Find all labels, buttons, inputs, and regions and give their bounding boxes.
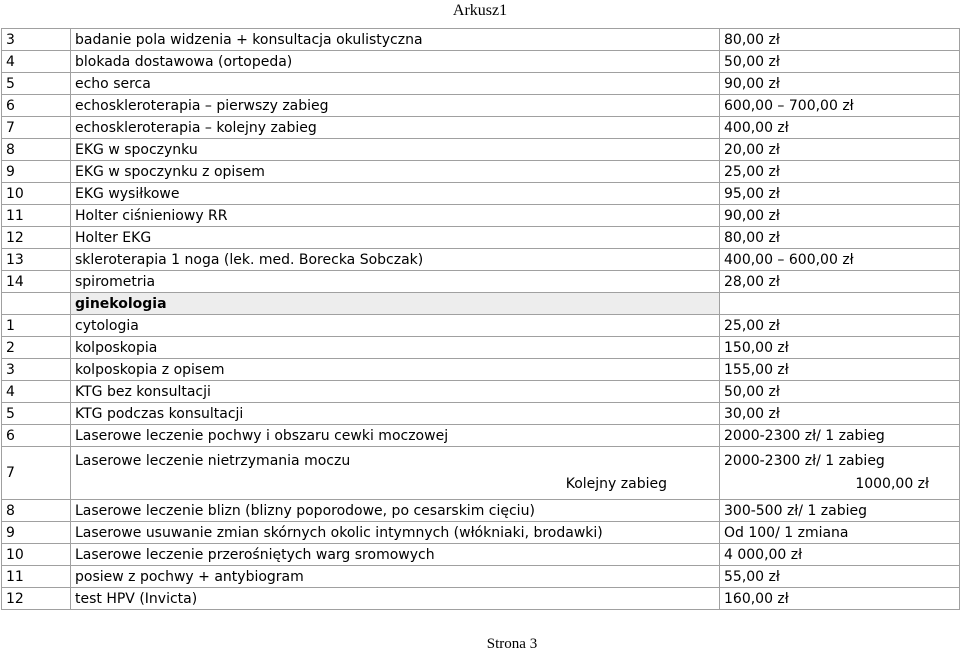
service-price: 90,00 zł: [720, 205, 960, 227]
service-name: Holter ciśnieniowy RR: [71, 205, 720, 227]
row-number: 8: [2, 139, 71, 161]
service-price: 20,00 zł: [720, 139, 960, 161]
service-name: EKG w spoczynku z opisem: [71, 161, 720, 183]
service-price: 400,00 zł: [720, 117, 960, 139]
table-row: [2, 73, 960, 95]
row-number: 7: [2, 117, 71, 139]
service-subprice: 1000,00 zł: [855, 476, 929, 492]
row-number: 5: [2, 403, 71, 425]
service-price: 600,00 – 700,00 zł: [720, 95, 960, 117]
table-row: [2, 205, 960, 227]
service-name: KTG podczas konsultacji: [71, 403, 720, 425]
table-row: [2, 95, 960, 117]
service-price: Od 100/ 1 zmiana: [720, 522, 960, 544]
service-subname: Kolejny zabieg: [565, 476, 667, 492]
service-name: Holter EKG: [71, 227, 720, 249]
service-price: 2000-2300 zł/ 1 zabieg: [720, 425, 960, 447]
row-number: 11: [2, 205, 71, 227]
service-price: 400,00 – 600,00 zł: [720, 249, 960, 271]
service-name: badanie pola widzenia + konsultacja okulistyczna: [71, 29, 720, 51]
row-number: 1: [2, 315, 71, 337]
row-number: 3: [2, 29, 71, 51]
sheet-title: Arkusz1: [452, 2, 508, 19]
service-price: 80,00 zł: [720, 227, 960, 249]
service-price: 80,00 zł: [720, 29, 960, 51]
section-price-empty: [720, 293, 960, 315]
price-table: [1, 28, 960, 610]
service-name: Laserowe leczenie blizn (blizny poporodowe, po cesarskim cięciu): [71, 500, 720, 522]
table-row-tall: [2, 447, 960, 500]
service-price: 50,00 zł: [720, 51, 960, 73]
row-number: 14: [2, 271, 71, 293]
service-name: Laserowe leczenie nietrzymania moczu: [75, 453, 351, 469]
service-name: echoskleroterapia – kolejny zabieg: [71, 117, 720, 139]
page-footer: Strona 3: [486, 636, 538, 652]
row-number: 4: [2, 381, 71, 403]
service-name: kolposkopia z opisem: [71, 359, 720, 381]
service-price: 50,00 zł: [720, 381, 960, 403]
table-row: [2, 566, 960, 588]
table-row: [2, 359, 960, 381]
table-row: [2, 51, 960, 73]
row-number: 10: [2, 183, 71, 205]
row-number: 5: [2, 73, 71, 95]
service-name: blokada dostawowa (ortopeda): [71, 51, 720, 73]
table-row: [2, 588, 960, 610]
row-number: 10: [2, 544, 71, 566]
row-number: 7: [2, 447, 71, 500]
service-name: skleroterapia 1 noga (lek. med. Borecka Sobczak): [71, 249, 720, 271]
table-row: [2, 227, 960, 249]
row-number: 12: [2, 588, 71, 610]
service-name: EKG wysiłkowe: [71, 183, 720, 205]
row-number: 9: [2, 522, 71, 544]
table-row: [2, 139, 960, 161]
table-row: [2, 403, 960, 425]
row-number: 11: [2, 566, 71, 588]
service-price: 155,00 zł: [720, 359, 960, 381]
section-row: [2, 293, 960, 315]
table-row: [2, 522, 960, 544]
service-price: 4 000,00 zł: [720, 544, 960, 566]
service-name-cell: [71, 447, 720, 500]
service-price: 28,00 zł: [720, 271, 960, 293]
service-name: test HPV (Invicta): [71, 588, 720, 610]
service-name: Laserowe usuwanie zmian skórnych okolic intymnych (włókniaki, brodawki): [71, 522, 720, 544]
table-row: [2, 29, 960, 51]
service-name: echo serca: [71, 73, 720, 95]
table-row: [2, 337, 960, 359]
service-name: Laserowe leczenie przerośniętych warg sromowych: [71, 544, 720, 566]
section-title: ginekologia: [71, 293, 720, 315]
table-row: [2, 183, 960, 205]
table-row: [2, 381, 960, 403]
service-price: 25,00 zł: [720, 161, 960, 183]
service-price: 90,00 zł: [720, 73, 960, 95]
service-name: echoskleroterapia – pierwszy zabieg: [71, 95, 720, 117]
table-row: [2, 161, 960, 183]
service-price: 30,00 zł: [720, 403, 960, 425]
service-price: 150,00 zł: [720, 337, 960, 359]
service-price: 95,00 zł: [720, 183, 960, 205]
row-number: 3: [2, 359, 71, 381]
service-name: Laserowe leczenie pochwy i obszaru cewki moczowej: [71, 425, 720, 447]
service-price: 2000-2300 zł/ 1 zabieg: [724, 453, 885, 469]
service-name: posiew z pochwy + antybiogram: [71, 566, 720, 588]
table-row: [2, 271, 960, 293]
service-price-cell: [720, 447, 960, 500]
table-row: [2, 425, 960, 447]
row-number: 6: [2, 425, 71, 447]
row-number: 9: [2, 161, 71, 183]
service-price: 300-500 zł/ 1 zabieg: [720, 500, 960, 522]
service-price: 25,00 zł: [720, 315, 960, 337]
table-row: [2, 315, 960, 337]
service-name: KTG bez konsultacji: [71, 381, 720, 403]
section-spacer: [2, 293, 71, 315]
table-row: [2, 117, 960, 139]
service-price: 55,00 zł: [720, 566, 960, 588]
row-number: 12: [2, 227, 71, 249]
table-row: [2, 249, 960, 271]
table-row: [2, 500, 960, 522]
row-number: 8: [2, 500, 71, 522]
service-name: cytologia: [71, 315, 720, 337]
row-number: 4: [2, 51, 71, 73]
row-number: 13: [2, 249, 71, 271]
row-number: 2: [2, 337, 71, 359]
service-name: spirometria: [71, 271, 720, 293]
row-number: 6: [2, 95, 71, 117]
service-name: EKG w spoczynku: [71, 139, 720, 161]
table-row: [2, 544, 960, 566]
service-price: 160,00 zł: [720, 588, 960, 610]
service-name: kolposkopia: [71, 337, 720, 359]
